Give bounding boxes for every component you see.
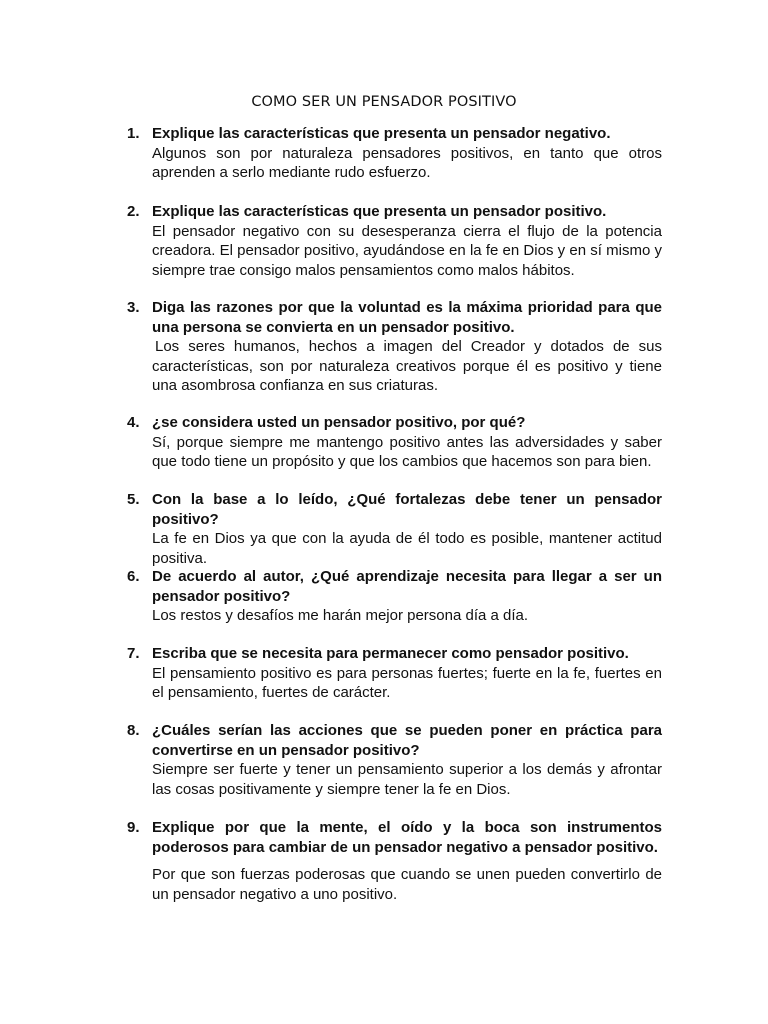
question-text: ¿se considera usted un pensador positivo, por qué? [152,414,526,431]
qa-item-1 [127,124,662,183]
item-number: 8. [127,722,140,739]
document-title: COMO SER UN PENSADOR POSITIVO [251,94,517,110]
question-text: Con la base a lo leído, ¿Qué fortalezas debe tener un pensador positivo? [152,491,662,528]
qa-item-2 [127,202,662,280]
qa-item-6 [127,567,662,626]
answer-text: Sí, porque siempre me mantengo positivo antes las adversidades y saber que todo tiene un propósito y que los cambios que hacemos son para bien. [152,433,662,470]
qa-item-8 [127,721,662,799]
item-number: 9. [127,819,140,836]
qa-item-5 [127,490,662,568]
item-number: 7. [127,645,140,662]
answer-text: Los seres humanos, hechos a imagen del Creador y dotados de sus características, son por naturaleza creativos porque él es positivo y tiene una asombrosa confianza en sus criaturas. [152,338,662,394]
answer-text: El pensador negativo con su desesperanza cierra el flujo de la potencia creadora. El pensador positivo, ayudándose en la fe en Dios y en sí mismo y siempre trae consigo malos pensamientos como malos hábitos. [152,222,662,279]
item-number: 6. [127,568,140,585]
answer-text: Por que son fuerzas poderosas que cuando se unen pueden convertirlo de un pensador negativo a uno positivo. [152,866,662,903]
item-number: 4. [127,414,140,431]
item-number: 1. [127,125,140,142]
qa-item-9 [127,818,662,904]
answer-text: Los restos y desafíos me harán mejor persona día a día. [152,607,529,624]
qa-item-3 [127,298,662,396]
item-number: 5. [127,491,140,508]
answer-text: Algunos son por naturaleza pensadores positivos, en tanto que otros aprenden a serlo mediante rudo esfuerzo. [152,144,662,181]
question-text: Explique las características que presenta un pensador positivo. [152,203,607,220]
qa-item-4 [127,413,662,472]
question-text: Diga las razones por que la voluntad es la máxima prioridad para que una persona se convierta en un pensador positivo. [152,299,662,336]
question-text: Explique las características que presenta un pensador negativo. [152,125,611,142]
question-text: ¿Cuáles serían las acciones que se pueden poner en práctica para convertirse en un pensador positivo? [152,722,662,759]
qa-item-7 [127,644,662,703]
item-number: 2. [127,203,140,220]
question-text: De acuerdo al autor, ¿Qué aprendizaje necesita para llegar a ser un pensador positivo? [152,568,662,605]
question-text: Escriba que se necesita para permanecer como pensador positivo. [152,645,629,662]
answer-text: La fe en Dios ya que con la ayuda de él todo es posible, mantener actitud positiva. [152,530,662,567]
answer-text: Siempre ser fuerte y tener un pensamiento superior a los demás y afrontar las cosas positivamente y siempre tener la fe en Dios. [152,761,662,798]
item-number: 3. [127,299,140,316]
question-text: Explique por que la mente, el oído y la boca son instrumentos poderosos para cambiar de un pensador negativo a pensador positivo. [152,819,662,856]
answer-text: El pensamiento positivo es para personas fuertes; fuerte en la fe, fuertes en el pensamiento, fuertes de carácter. [152,664,662,701]
